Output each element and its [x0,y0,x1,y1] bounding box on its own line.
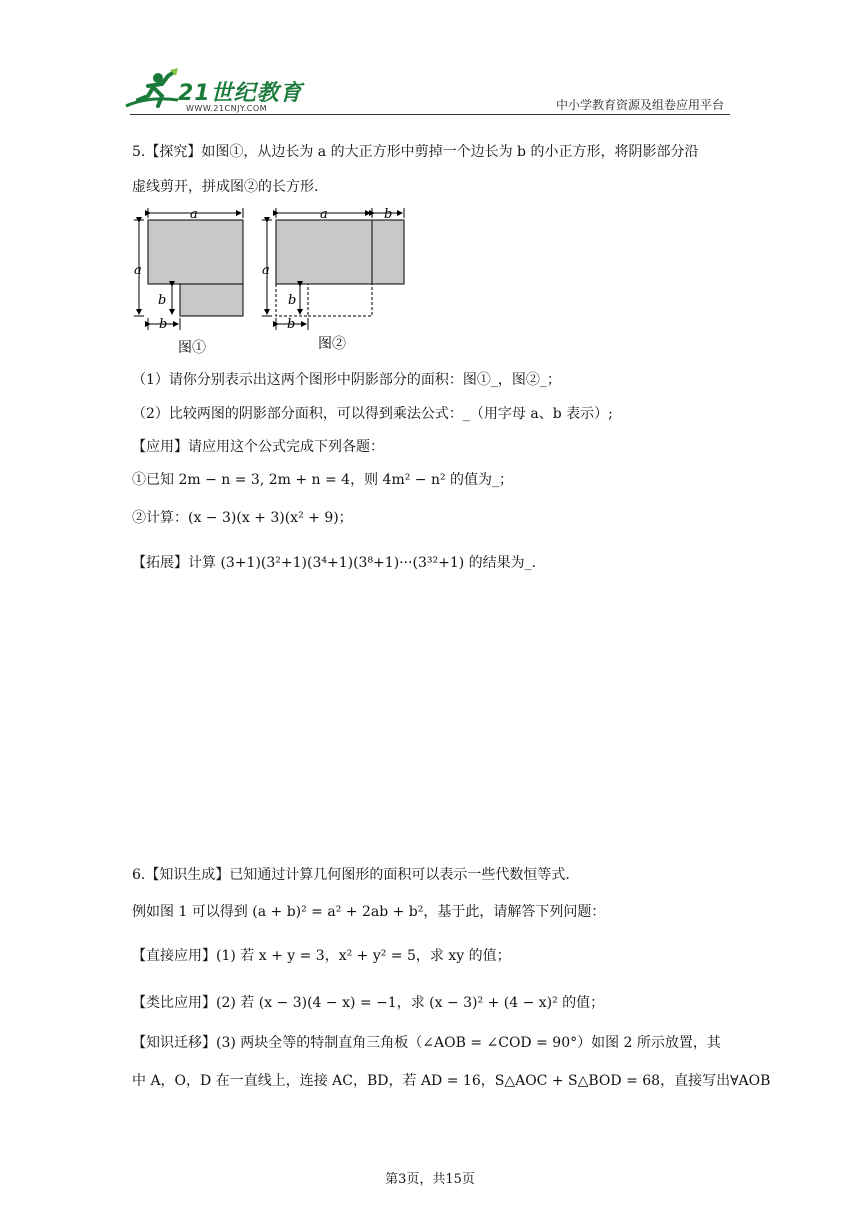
fig2-bottom-b-label: b [287,317,296,332]
fig2-top-b-label: b [384,207,393,222]
q5-apply1: ①已知 2m − n = 3, 2m + n = 4，则 4m² − n² 的值为_； [132,472,514,488]
figure-1 [134,207,243,356]
q5-apply2: ②计算：(x − 3)(x + 3)(x² + 9)； [132,510,353,526]
fig1-side-b-label: b [158,293,167,308]
figure-2 [262,207,404,352]
logo-text: 21世纪教育 [178,81,303,106]
q6-line2: 例如图 1 可以得到 (a + b)² = a² + 2ab + b²，基于此，请解答下列问题： [132,904,606,920]
q6-line1: 6.【知识生成】已知通过计算几何图形的面积可以表示一些代数恒等式. [132,867,570,883]
fig1-side-a-label: a [134,263,142,278]
fig2-top-a-label: a [320,207,328,222]
header-divider [130,114,730,115]
q5-line1: 5.【探究】如图①，从边长为 a 的大正方形中剪掉一个边长为 b 的小正方形，将阴影部分沿 [132,144,699,160]
page-header [0,0,860,125]
q5-extend: 【拓展】计算 (3+1)(3²+1)(3⁴+1)(3⁸+1)···(3³²+1) 的结果为_. [132,555,537,571]
platform-name: 中小学教育资源及组卷应用平台 [555,98,724,112]
q5-apply-title: 【应用】请应用这个公式完成下列各题： [132,439,384,455]
fig1-bottom-b-label: b [159,317,168,332]
page-footer: 第3页，共15页 [385,1172,475,1187]
q6-line3: 【直接应用】(1) 若 x + y = 3，x² + y² = 5，求 xy 的值； [132,948,511,964]
fig2-caption: 图② [318,336,346,352]
fig1-top-a-label: a [190,207,198,222]
q6-line6: 中 A，O，D 在一直线上，连接 AC，BD，若 AD = 16，S△AOC + S△BOD = 68，直接写出∀AOB [132,1073,771,1089]
q5-part1: （1）请你分别表示出这两个图形中阴影部分的面积：图①_，图②_； [132,372,561,388]
logo-subtext: WWW.21CNJY.COM [186,104,268,113]
q6-line5: 【知识迁移】(3) 两块全等的特制直角三角板（∠AOB = ∠COD = 90°）如图 2 所示放置，其 [132,1035,721,1051]
fig2-side-b-label: b [288,293,297,308]
q5-part2: （2）比较两图的阴影部分面积，可以得到乘法公式：_（用字母 a、b 表示）; [132,406,613,422]
q5-line2: 虚线剪开，拼成图②的长方形. [132,179,319,195]
fig2-side-a-label: a [262,263,270,278]
q6-line4: 【类比应用】(2) 若 (x − 3)(4 − x) = −1，求 (x − 3)² + (4 − x)² 的值； [132,995,605,1011]
q5-figures [128,204,418,364]
fig1-caption: 图① [178,340,206,356]
